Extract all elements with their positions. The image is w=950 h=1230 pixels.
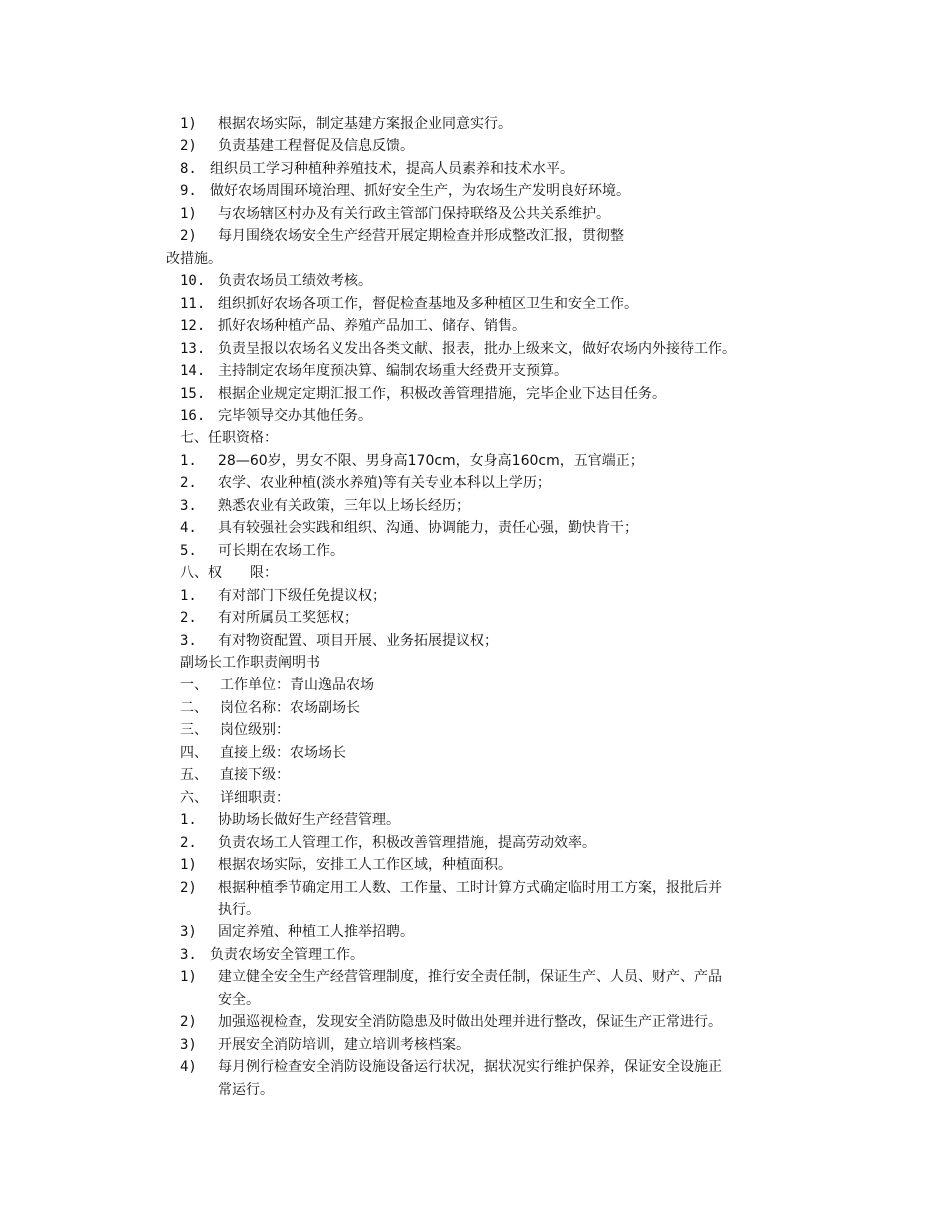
item-number: 1) bbox=[180, 116, 197, 132]
item-number: 1. bbox=[180, 812, 197, 828]
item-number: 2. bbox=[180, 835, 197, 851]
item-number: 2) bbox=[180, 880, 197, 896]
text-line bbox=[180, 1035, 470, 1055]
line-text: 直接上级：农场场长 bbox=[220, 745, 346, 761]
text-line bbox=[180, 226, 624, 246]
text-line bbox=[180, 541, 344, 561]
line-text: 建立健全安全生产经营管理制度，推行安全责任制，保证生产、人员、财产、产品 bbox=[218, 969, 722, 985]
line-text: 八、权 限： bbox=[180, 565, 278, 581]
line-text: 每月例行检查安全消防设施设备运行状况，据状况实行维护保养，保证安全设施正 bbox=[218, 1059, 722, 1075]
text-line bbox=[218, 900, 260, 920]
text-line bbox=[180, 743, 346, 763]
text-line bbox=[180, 339, 736, 359]
item-number: 1. bbox=[180, 453, 197, 469]
line-text: 负责农场工人管理工作，积极改善管理措施，提高劳动效率。 bbox=[218, 835, 596, 851]
item-number: 3. bbox=[180, 498, 197, 514]
text-line bbox=[180, 878, 722, 898]
line-text: 抓好农场种植产品、养殖产品加工、储存、销售。 bbox=[218, 318, 526, 334]
line-text: 七、任职资格： bbox=[180, 430, 278, 446]
item-number: 1) bbox=[180, 969, 197, 985]
item-number: 1) bbox=[180, 857, 197, 873]
item-number: 14. bbox=[180, 363, 206, 379]
line-text: 工作单位：青山逸品农场 bbox=[220, 677, 374, 693]
item-number: 3) bbox=[180, 924, 197, 940]
line-text: 具有较强社会实践和组织、沟通、协调能力，责任心强，勤快肯干； bbox=[218, 520, 638, 536]
line-text: 负责农场安全管理工作。 bbox=[210, 947, 364, 963]
text-line bbox=[180, 114, 512, 134]
text-line bbox=[180, 765, 290, 785]
text-line bbox=[180, 271, 372, 291]
item-number: 3. bbox=[180, 633, 197, 649]
item-number: 2) bbox=[180, 1014, 197, 1030]
item-number: 一、 bbox=[180, 677, 208, 693]
line-text: 固定养殖、种植工人推举招聘。 bbox=[218, 924, 414, 940]
line-text: 负责基建工程督促及信息反馈。 bbox=[218, 138, 414, 154]
line-text: 组织员工学习种植种养殖技术，提高人员素养和技术水平。 bbox=[210, 161, 574, 177]
item-number: 8. bbox=[180, 161, 197, 177]
line-text: 根据种植季节确定用工人数、工作量、工时计算方式确定临时用工方案，报批后并 bbox=[218, 880, 722, 896]
text-line bbox=[218, 990, 260, 1010]
line-text: 农学、农业种植(淡水养殖)等有关专业本科以上学历； bbox=[218, 475, 551, 491]
item-number: 1) bbox=[180, 206, 197, 222]
item-number: 4) bbox=[180, 1059, 197, 1075]
item-number: 3. bbox=[180, 947, 197, 963]
text-line bbox=[180, 1012, 722, 1032]
line-text: 根据农场实际，安排工人工作区域，种植面积。 bbox=[218, 857, 512, 873]
text-line bbox=[180, 788, 290, 808]
line-text: 常运行。 bbox=[218, 1082, 274, 1098]
line-text: 协助场长做好生产经营管理。 bbox=[218, 812, 400, 828]
line-text: 做好农场周围环境治理、抓好安全生产，为农场生产发明良好环境。 bbox=[210, 183, 630, 199]
line-text: 主持制定农场年度预决算、编制农场重大经费开支预算。 bbox=[218, 363, 568, 379]
item-number: 2) bbox=[180, 138, 197, 154]
item-number: 2) bbox=[180, 228, 197, 244]
line-text: 有对部门下级任免提议权； bbox=[218, 588, 386, 604]
line-text: 根据农场实际，制定基建方案报企业同意实行。 bbox=[218, 116, 512, 132]
text-line bbox=[180, 967, 722, 987]
item-number: 10. bbox=[180, 273, 206, 289]
text-line bbox=[180, 675, 374, 695]
line-text: 加强巡视检查，发现安全消防隐患及时做出处理并进行整改，保证生产正常进行。 bbox=[218, 1014, 722, 1030]
text-line bbox=[180, 384, 666, 404]
item-number: 11. bbox=[180, 296, 206, 312]
item-number: 3) bbox=[180, 1037, 197, 1053]
text-line bbox=[180, 631, 498, 651]
line-text: 执行。 bbox=[218, 902, 260, 918]
item-number: 2. bbox=[180, 475, 197, 491]
line-text: 根据企业规定定期汇报工作，积极改善管理措施，完毕企业下达目任务。 bbox=[218, 386, 666, 402]
text-line bbox=[180, 406, 372, 426]
item-number: 15. bbox=[180, 386, 206, 402]
text-line bbox=[180, 608, 358, 628]
text-line bbox=[180, 855, 512, 875]
text-line bbox=[180, 810, 400, 830]
text-line bbox=[180, 159, 574, 179]
line-text: 直接下级： bbox=[220, 767, 290, 783]
text-line bbox=[180, 945, 364, 965]
line-text: 负责农场员工绩效考核。 bbox=[218, 273, 372, 289]
section-heading bbox=[180, 428, 278, 448]
section-heading bbox=[180, 563, 278, 583]
item-number: 12. bbox=[180, 318, 206, 334]
line-text: 负责呈报以农场名义发出各类文献、报表，批办上级来文，做好农场内外接待工作。 bbox=[218, 341, 736, 357]
line-text: 有对所属员工奖惩权； bbox=[218, 610, 358, 626]
line-text: 可长期在农场工作。 bbox=[218, 543, 344, 559]
item-number: 4. bbox=[180, 520, 197, 536]
text-line bbox=[166, 249, 222, 269]
text-line bbox=[218, 1080, 274, 1100]
text-line bbox=[180, 518, 638, 538]
line-text: 岗位级别： bbox=[220, 722, 290, 738]
text-line bbox=[180, 361, 568, 381]
text-line bbox=[180, 922, 414, 942]
text-line bbox=[180, 316, 526, 336]
item-number: 5. bbox=[180, 543, 197, 559]
line-text: 改措施。 bbox=[166, 251, 222, 267]
text-line bbox=[180, 136, 414, 156]
text-line bbox=[180, 1057, 722, 1077]
text-line bbox=[180, 496, 470, 516]
text-line bbox=[180, 294, 638, 314]
item-number: 16. bbox=[180, 408, 206, 424]
text-line bbox=[180, 586, 386, 606]
text-line bbox=[180, 204, 610, 224]
document-title bbox=[180, 653, 320, 673]
line-text: 岗位名称：农场副场长 bbox=[220, 700, 360, 716]
line-text: 安全。 bbox=[218, 992, 260, 1008]
item-number: 9. bbox=[180, 183, 197, 199]
line-text: 组织抓好农场各项工作，督促检查基地及多种植区卫生和安全工作。 bbox=[218, 296, 638, 312]
line-text: 完毕领导交办其他任务。 bbox=[218, 408, 372, 424]
text-line bbox=[180, 698, 360, 718]
item-number: 五、 bbox=[180, 767, 208, 783]
item-number: 三、 bbox=[180, 722, 208, 738]
text-line bbox=[180, 473, 551, 493]
item-number: 四、 bbox=[180, 745, 208, 761]
line-text: 有对物资配置、项目开展、业务拓展提议权； bbox=[218, 633, 498, 649]
line-text: 熟悉农业有关政策，三年以上场长经历； bbox=[218, 498, 470, 514]
line-text: 详细职责： bbox=[220, 790, 290, 806]
line-text: 与农场辖区村办及有关行政主管部门保持联络及公共关系维护。 bbox=[218, 206, 610, 222]
line-text: 开展安全消防培训，建立培训考核档案。 bbox=[218, 1037, 470, 1053]
line-text: 每月围绕农场安全生产经营开展定期检查并形成整改汇报，贯彻整 bbox=[218, 228, 624, 244]
item-number: 六、 bbox=[180, 790, 208, 806]
text-line bbox=[180, 451, 644, 471]
text-line bbox=[180, 181, 630, 201]
line-text: 副场长工作职责阐明书 bbox=[180, 655, 320, 671]
text-line bbox=[180, 833, 596, 853]
item-number: 二、 bbox=[180, 700, 208, 716]
line-text: 28—60岁，男女不限、男身高170cm，女身高160cm，五官端正； bbox=[218, 453, 644, 469]
item-number: 1. bbox=[180, 588, 197, 604]
text-line bbox=[180, 720, 290, 740]
item-number: 2. bbox=[180, 610, 197, 626]
item-number: 13. bbox=[180, 341, 206, 357]
